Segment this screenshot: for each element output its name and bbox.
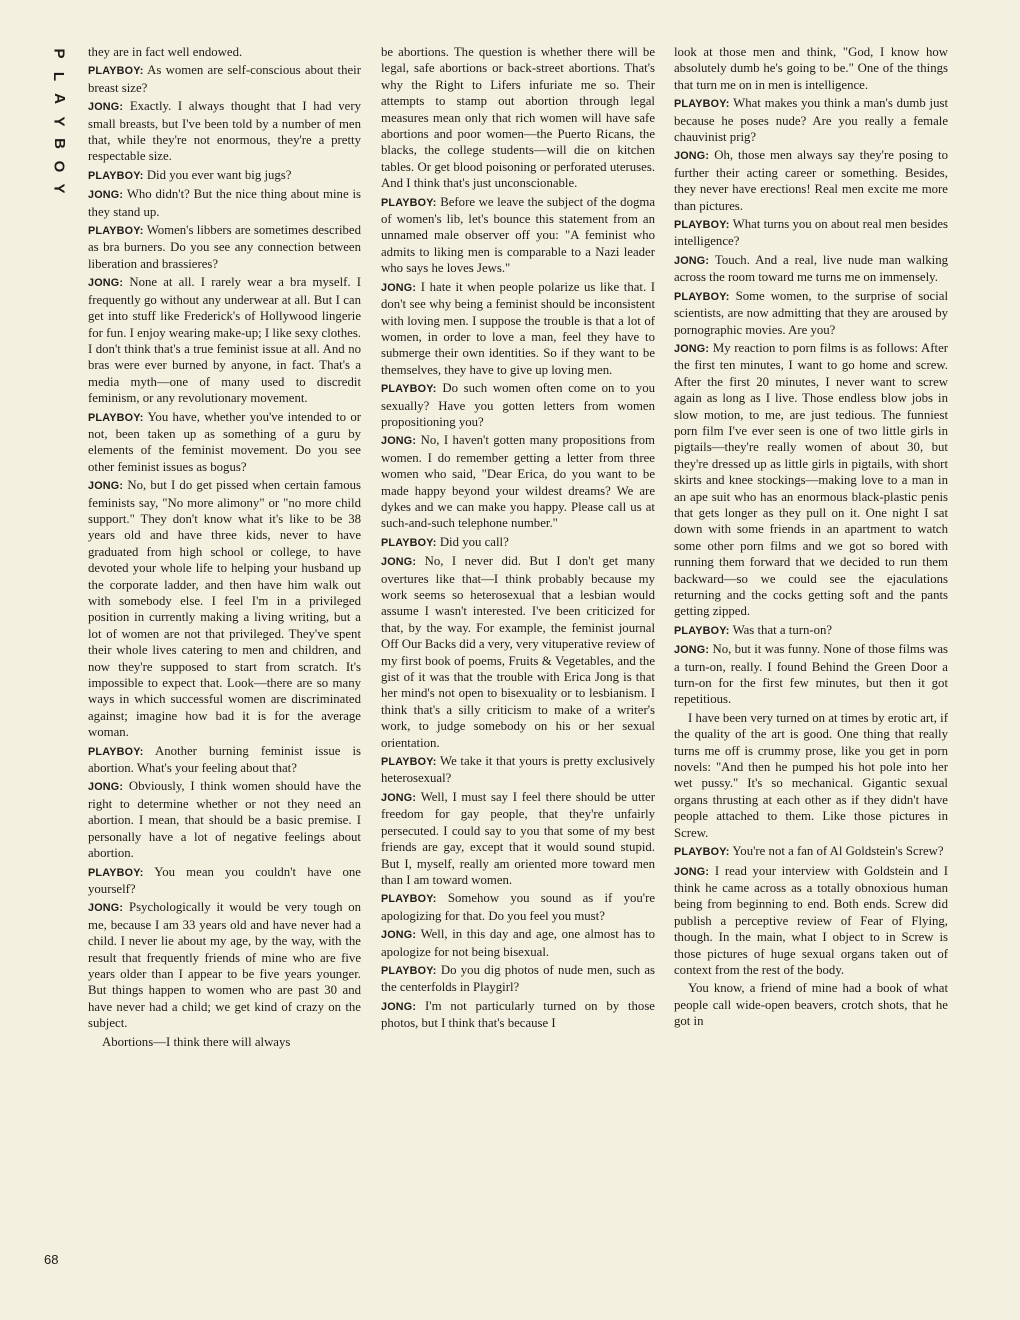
- paragraph-text: Touch. And a real, live nude man walking across the room toward me turns me on immensely.: [674, 252, 948, 285]
- paragraph-text: Abortions—I think there will always: [102, 1034, 291, 1049]
- interview-paragraph: [381, 534, 655, 551]
- speaker-label: JONG:: [381, 435, 417, 448]
- paragraph-text: We take it that yours is pretty exclusively heterosexual?: [381, 754, 655, 786]
- paragraph-text: Who didn't? But the nice thing about mine is they stand up.: [88, 187, 361, 219]
- masthead-letter: O: [50, 160, 68, 172]
- paragraph-text: You mean you couldn't have one yourself?: [88, 864, 361, 896]
- interview-paragraph: [381, 380, 655, 430]
- paragraph-text: You have, whether you've intended to or not, been taken up as something of a guru by elements of the feminist movement. Do you see other feminist issues as bogus?: [88, 409, 361, 474]
- interview-paragraph: [674, 147, 948, 214]
- interview-paragraph: [381, 890, 655, 924]
- speaker-label: JONG:: [88, 101, 124, 114]
- interview-paragraph: [88, 98, 361, 165]
- interview-paragraph: [88, 1034, 361, 1050]
- interview-paragraph: [381, 432, 655, 531]
- article-column-1: [88, 44, 361, 1284]
- paragraph-text: Exactly. I always thought that I had very small breasts, but I've been told by a number of men that, while they're not enormous, they're a pretty respectable size.: [88, 99, 361, 164]
- speaker-label: PLAYBOY:: [88, 225, 144, 238]
- speaker-label: JONG:: [674, 254, 710, 267]
- speaker-label: PLAYBOY:: [674, 219, 730, 232]
- interview-paragraph: [674, 252, 948, 286]
- paragraph-text: I'm not particularly turned on by those photos, but I think that's because I: [381, 998, 655, 1031]
- speaker-label: PLAYBOY:: [674, 846, 730, 859]
- paragraph-text: What makes you think a man's dumb just because he poses nude? Are you really a female chauvinist prig?: [674, 96, 948, 145]
- speaker-label: JONG:: [88, 781, 124, 794]
- paragraph-text: You know, a friend of mine had a book of what people call wide-open beavers, crotch shots, that he got in: [674, 981, 948, 1029]
- paragraph-text: Psychologically it would be very tough on me, because I am 33 years old and have never had a child. I never lie about my age, by the way, with the result that frequently friends of mine who are five years older than I appear to be five years younger. But things happen to women who are past 30 and have never had a child; we get kind of crazy on the subject.: [88, 900, 361, 1031]
- masthead-letter: L: [50, 71, 68, 81]
- speaker-label: PLAYBOY:: [88, 411, 144, 424]
- interview-paragraph: [88, 62, 361, 96]
- paragraph-text: What turns you on about real men besides intelligence?: [674, 217, 948, 249]
- interview-paragraph: [381, 926, 655, 960]
- article-column-3: [674, 44, 948, 1284]
- interview-paragraph: [381, 279, 655, 378]
- interview-paragraph: [88, 477, 361, 741]
- speaker-label: JONG:: [674, 865, 710, 878]
- interview-paragraph: [674, 44, 948, 93]
- speaker-label: PLAYBOY:: [88, 745, 144, 758]
- speaker-label: PLAYBOY:: [88, 866, 144, 879]
- speaker-label: PLAYBOY:: [674, 624, 730, 637]
- masthead-letter: Y: [50, 115, 68, 127]
- speaker-label: PLAYBOY:: [88, 65, 144, 78]
- interview-paragraph: [88, 743, 361, 777]
- paragraph-text: I read your interview with Goldstein and I think he came across as a totally obnoxious human being from beginning to end. Both ends. Screw did publish a perceptive review of Fear of Flying, though. In the main, what I object to in Screw is those pictures of huge sexual organs taken out of context from the rest of the body.: [674, 863, 948, 977]
- paragraph-text: I have been very turned on at times by erotic art, if the quality of the art is good. One thing that really turns me off is crummy prose, like you get in porn novels: "And then he pumped his hot pole into her wet pussy." It's so mechanical. Gigantic sexual organs thrusting at each other as if they didn't have people attached to them. Like those pictures in Screw.: [674, 710, 948, 840]
- interview-paragraph: [88, 186, 361, 220]
- speaker-label: PLAYBOY:: [381, 536, 437, 549]
- speaker-label: JONG:: [674, 644, 710, 657]
- speaker-label: PLAYBOY:: [381, 893, 437, 906]
- paragraph-text: Well, I must say I feel there should be utter freedom for gay people, that they're unfairly persecuted. I could say to you that some of my best friends are gay, except that it would sound stupid. But I, myself, really am oriented more toward men than I am toward women.: [381, 789, 655, 887]
- speaker-label: JONG:: [381, 556, 417, 569]
- interview-paragraph: [674, 340, 948, 620]
- interview-paragraph: [674, 288, 948, 338]
- speaker-label: JONG:: [88, 902, 124, 915]
- interview-paragraph: [674, 980, 948, 1029]
- interview-paragraph: [674, 216, 948, 250]
- paragraph-text: Do such women often come on to you sexually? Have you gotten letters from women propositioning you?: [381, 381, 655, 429]
- paragraph-text: Another burning feminist issue is abortion. What's your feeling about that?: [88, 743, 361, 776]
- paragraph-text: Did you call?: [439, 534, 509, 549]
- speaker-label: PLAYBOY:: [674, 290, 730, 303]
- interview-paragraph: [674, 843, 948, 860]
- paragraph-text: they are in fact well endowed.: [88, 45, 243, 59]
- masthead-letter: P: [50, 48, 68, 59]
- paragraph-text: You're not a fan of Al Goldstein's Screw?: [732, 844, 944, 859]
- paragraph-text: As women are self-conscious about their breast size?: [88, 63, 361, 95]
- paragraph-text: look at those men and think, "God, I know how absolutely dumb he's going to be." One of the things that turn me on in men is intelligence.: [674, 45, 948, 92]
- paragraph-text: Before we leave the subject of the dogma of women's lib, let's bounce this statement from an unnamed male observer off you: "A feminist who admits to liking men is comparable to a Nazi leader who says he loves Jews.": [381, 194, 655, 276]
- speaker-label: JONG:: [88, 480, 124, 493]
- interview-paragraph: [674, 641, 948, 708]
- speaker-label: PLAYBOY:: [381, 964, 437, 977]
- interview-paragraph: [381, 44, 655, 192]
- paragraph-text: I hate it when people polarize us like that. I don't see why being a feminist should be inconsistent with loving men. I suppose the trouble is that a lot of women, in order to love a man, feel they have to submerge their own identities. So if they want to be themselves, they have to give up loving men.: [381, 279, 655, 377]
- paragraph-text: No, but I do get pissed when certain famous feminists say, "No more alimony" or "no more child support." They don't know what it's like to be 38 years old and have three kids, never to have graduated from high school or college, to have devoted your whole life to helping your husband up the corporate ladder, and then have him walk out with somebody else. I feel I'm in a privileged position in currently making a living writing, but a lot of women are not that privileged. They've spent their whole lives catering to men and children, and now they're supposed to start from scratch. It's impossible to expect that. Look—there are so many ways in which successful women are discriminated against; imagine how bad it is for the average woman.: [88, 478, 361, 740]
- interview-paragraph: [88, 864, 361, 898]
- speaker-label: PLAYBOY:: [381, 196, 437, 209]
- interview-paragraph: [88, 778, 361, 861]
- magazine-masthead: [48, 46, 70, 196]
- paragraph-text: My reaction to porn films is as follows: After the first ten minutes, I want to go home and screw. After the first 20 minutes, I never want to screw again as long as I live. Those endless blow jobs in slow motion, to me, are just tedious. The funniest porn film I've ever seen is one of two little girls in pigtails—they're really women of about 30, but they're dressed up as little girls in pigtails, with short skirts and knee stockings—making love to a man in an ape suit who has an enormous black-plastic penis that gets longer as they pull on it. One night I sat down with some friends in an apartment to watch some other porn films and we got so bored with running them forward that we decided to run them backward—so we could see the ejaculations returning and the cocks getting soft and the pants getting zipped.: [674, 340, 948, 619]
- speaker-label: PLAYBOY:: [674, 98, 730, 111]
- interview-paragraph: [88, 409, 361, 476]
- paragraph-text: No, I never did. But I don't get many overtures like that—I think probably because my work seems so heterosexual that a lesbian would assume I wasn't interested. I've been criticized for that, by the way. For example, the feminist journal Off Our Backs did a very, very vituperative review of my first book of poems, Fruits & Vegetables, and the gist of it was that the trouble with Erica Jong is that her mind's not open to bisexuality or to lesbianism. I think that's a silly criticism to make of a writer's work, to judge somebody on his or her sexual orientation.: [381, 554, 655, 750]
- speaker-label: PLAYBOY:: [381, 383, 437, 396]
- interview-paragraph: [381, 962, 655, 996]
- speaker-label: JONG:: [381, 281, 417, 294]
- paragraph-text: Was that a turn-on?: [732, 622, 833, 637]
- interview-paragraph: [381, 753, 655, 787]
- interview-paragraph: [88, 222, 361, 272]
- masthead-letter: Y: [50, 183, 68, 194]
- paragraph-text: Somehow you sound as if you're apologizing for that. Do you feel you must?: [381, 891, 655, 923]
- masthead-letter: B: [50, 138, 68, 149]
- interview-paragraph: [381, 998, 655, 1032]
- interview-paragraph: [381, 194, 655, 277]
- interview-paragraph: [88, 274, 361, 406]
- speaker-label: JONG:: [88, 189, 124, 202]
- interview-paragraph: [88, 899, 361, 1031]
- paragraph-text: Oh, those men always say they're posing to further their acting career or something. Besides, they never have erections! Real men excite me more than pictures.: [674, 148, 948, 213]
- interview-paragraph: [381, 789, 655, 888]
- speaker-label: PLAYBOY:: [88, 169, 144, 182]
- masthead-letter: A: [50, 93, 68, 104]
- interview-paragraph: [674, 710, 948, 841]
- interview-paragraph: [381, 553, 655, 751]
- interview-paragraph: [674, 622, 948, 639]
- speaker-label: JONG:: [381, 791, 417, 804]
- speaker-label: JONG:: [381, 1000, 417, 1013]
- paragraph-text: Did you ever want big jugs?: [146, 167, 292, 182]
- paragraph-text: Women's libbers are sometimes described as bra burners. Do you see any connection between liberation and brassieres?: [88, 223, 361, 271]
- paragraph-text: None at all. I rarely wear a bra myself. I frequently go without any underwear at all. But I can get into stuff like Frederick's of Hollywood lingerie for fun. I enjoy wearing make-up; I like sexy clothes. I don't think that's a true feminist issue at all. And no bras were ever burned by anyone, in fact. That's a media myth—one of many used to discredit feminism, or any revolutionary movement.: [88, 275, 361, 406]
- article-column-2: [381, 44, 655, 1284]
- paragraph-text: Some women, to the surprise of social scientists, are now admitting that they are aroused by pornographic movies. Are you?: [674, 288, 948, 337]
- speaker-label: JONG:: [88, 277, 124, 290]
- interview-paragraph: [674, 863, 948, 979]
- speaker-label: PLAYBOY:: [381, 756, 437, 769]
- interview-paragraph: [88, 44, 361, 60]
- paragraph-text: Well, in this day and age, one almost has to apologize for not being bisexual.: [381, 927, 655, 959]
- interview-paragraph: [674, 95, 948, 145]
- paragraph-text: Obviously, I think women should have the right to determine whether or not they need an abortion. I mean, that should be a basic premise. I personally have a lot of negative feelings about abortion.: [88, 779, 361, 861]
- speaker-label: JONG:: [674, 342, 710, 355]
- page-number: 68: [44, 1252, 59, 1267]
- speaker-label: JONG:: [674, 150, 710, 163]
- speaker-label: JONG:: [381, 929, 417, 942]
- paragraph-text: be abortions. The question is whether there will be legal, safe abortions or back-street abortions. That's why the Right to Lifers infuriate me so. Their attempts to stamp out abortion through legal measures mean only that rich women will have safe abortions and poor women—the Puerto Ricans, the blacks, the college students—will die on kitchen tables. Or get blood poisoning or perforated uteruses. And I think that's just unconscionable.: [381, 45, 655, 191]
- paragraph-text: Do you dig photos of nude men, such as the centerfolds in Playgirl?: [381, 962, 655, 995]
- paragraph-text: No, I haven't gotten many propositions from women. I do remember getting a letter from three women who said, "Dear Erica, do you want to be made happy beyond your wildest dreams? We are dykes and we can make you happy. Please call us at such-and-such telephone number.": [381, 433, 655, 531]
- paragraph-text: No, but it was funny. None of those films was a turn-on, really. I found Behind the Green Door a turn-on for the first few minutes, but then it got repetitious.: [674, 642, 948, 707]
- interview-paragraph: [88, 167, 361, 184]
